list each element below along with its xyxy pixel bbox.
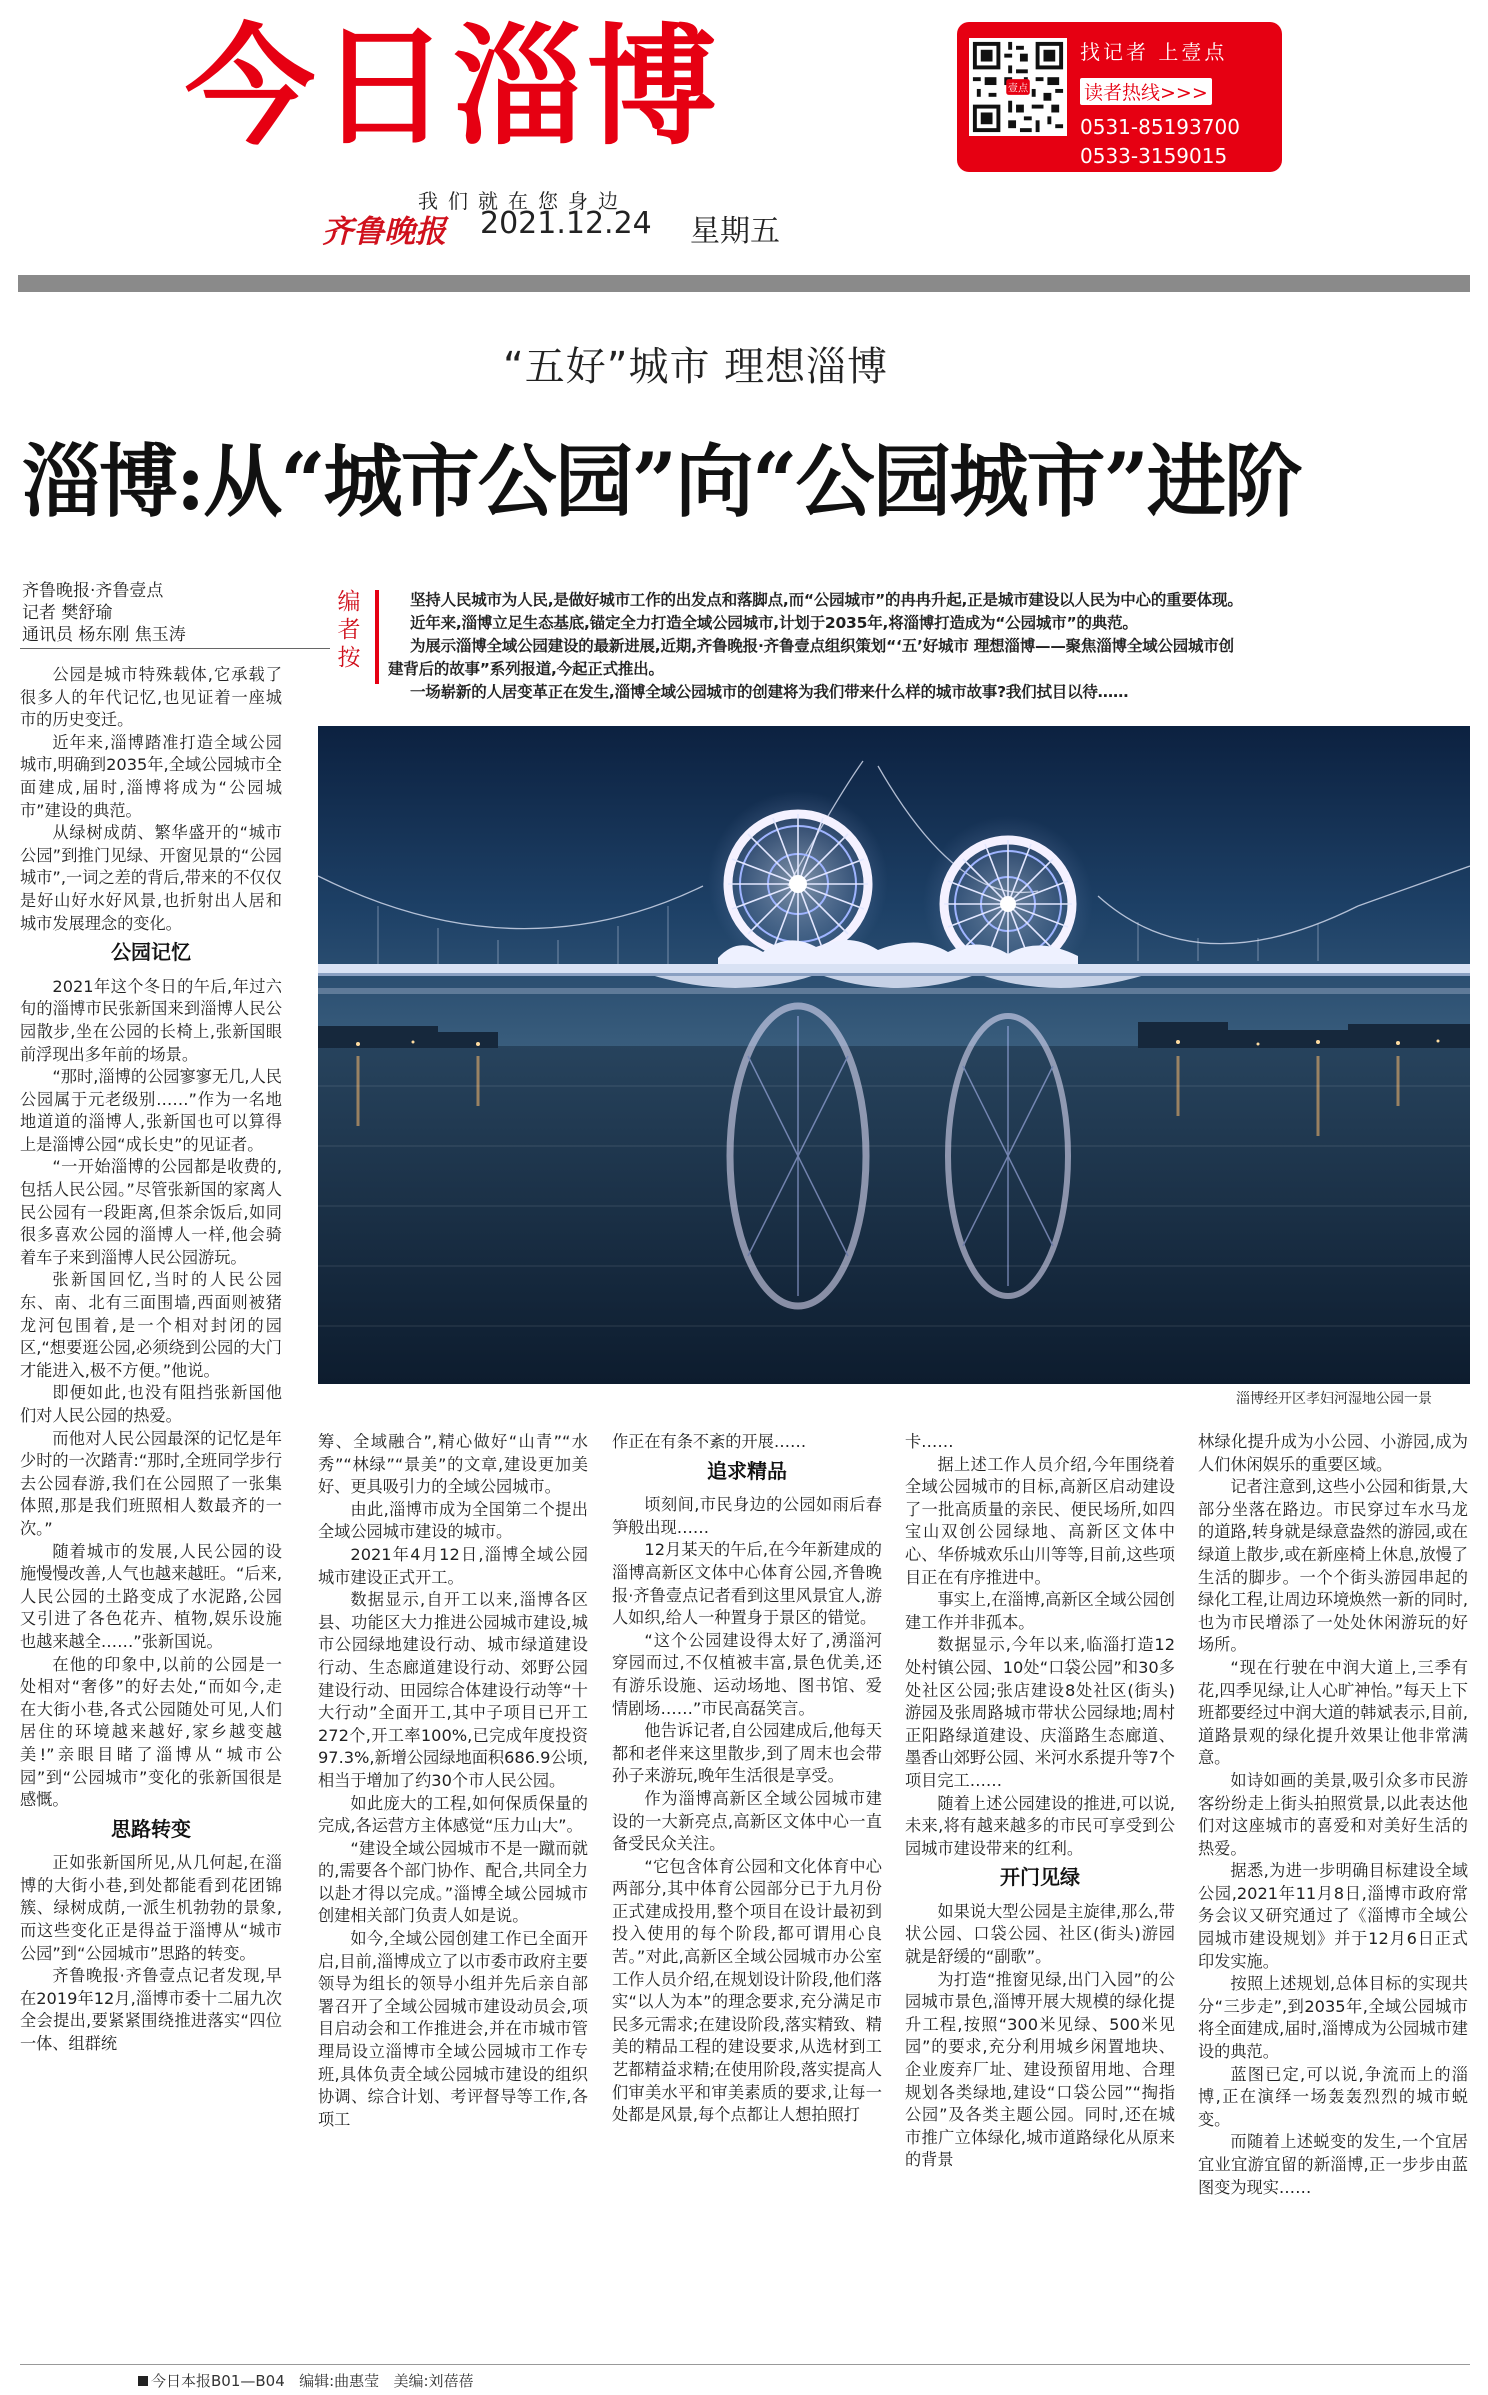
editor-note-line: 建背后的故事”系列报道,今起正式推出。 [388, 660, 664, 678]
article-paragraph: 作为淄博高新区全域公园城市建设的一大新亮点,高新区文体中心一直备受民众关注。 [612, 1788, 882, 1854]
page-footer [138, 2370, 474, 2391]
article-paragraph: 12月某天的午后,在今年新建成的淄博高新区文体中心体育公园,齐鲁晚报·齐鲁壹点记者看到这里风景宜人,游人如织,给人一种置身于景区的错觉。 [612, 1540, 882, 1628]
article-paragraph: 他告诉记者,自公园建成后,他每天都和老伴来这里散步,到了周末也会带孙子来游玩,晚年生活很是享受。 [612, 1721, 882, 1786]
article-photo-bridge-night [318, 726, 1470, 1384]
article-paragraph: 筹、全域融合”,精心做好“山青”“水秀”“林绿”“景美”的文章,建设更加美好、更具吸引力的全域公园城市。 [318, 1432, 588, 1497]
article-paragraph: 为打造“推窗见绿,出门入园”的公园城市景色,淄博开展大规模的绿化提升工程,按照“300米见绿、500米见园”的要求,充分利用城乡闲置地块、企业废弃厂址、建设预留用地、合理规划各类绿地,建设“口袋公园”“掏指公园”及各类主题公园。同时,还在城市推广立体绿化,城市道路绿化从原来的背景 [905, 1969, 1175, 2170]
byline-reporter: 记者 樊舒瑜 [22, 603, 113, 623]
slogan: 我们就在您身边 [418, 189, 628, 213]
article-paragraph: 2021年4月12日,淄博全域公园城市建设正式开工。 [318, 1544, 588, 1587]
section-heading: 追求精品 [707, 1458, 787, 1483]
article-paragraph: 即便如此,也没有阻挡张新国他们对人民公园的热爱。 [20, 1383, 282, 1425]
article-paragraph: 而随着上述蜕变的发生,一个宜居宜业宜游宜留的新淄博,正一步步由蓝图变为现实…… [1198, 2132, 1468, 2197]
article-paragraph: 记者注意到,这些小公园和街景,大部分坐落在路边。市民穿过车水马龙的道路,转身就是绿意盎然的游园,或在绿道上散步,或在新座椅上休息,放慢了生活的脚步。一个个街头游园串起的绿化工程,让周边环境焕然一新的同时,也为市民增添了一处处休闲游玩的好场所。 [1198, 1477, 1468, 1655]
article-kicker: “五好”城市 理想淄博 [503, 344, 889, 390]
article-paragraph: 据悉,为进一步明确目标建设全域公园,2021年11月8日,淄博市政府常务会议又研究通过了《淄博市全域公园城市建设规划》并于12月6日正式印发实施。 [1198, 1861, 1468, 1971]
hotline-slogan: 找记者 上壹点 [1080, 40, 1228, 64]
hotline-label: 读者热线>>> [1080, 78, 1212, 105]
article-column-3 [612, 1431, 882, 2359]
footer-designer: 美编:刘蓓蓓 [393, 2372, 474, 2390]
article-paragraph: “现在行驶在中润大道上,三季有花,四季见绿,让人心旷神怡。”每天上下班都要经过中润大道的韩斌表示,目前,道路景观的绿化提升效果让他非常满意。 [1198, 1657, 1468, 1768]
article-headline: 淄博:从“城市公园”向“公园城市”进阶 [22, 435, 1301, 528]
article-paragraph: 顷刻间,市民身边的公园如雨后春笋般出现…… [612, 1495, 882, 1537]
article-column-5 [1198, 1431, 1468, 2359]
qr-badge: 壹点 [1007, 83, 1029, 95]
article-column-2 [318, 1431, 588, 2359]
section-heading: 思路转变 [111, 1816, 191, 1841]
article-paragraph: 数据显示,今年以来,临淄打造12处村镇公园、10处“口袋公园”和30多处社区公园;张店建设8处社区(街头)游园及张周路城市带状公园绿地;周村正阳路绿道建设、庆淄路生态廊道、墨香山郊野公园、米河水系提升等7个项目完工…… [905, 1635, 1175, 1790]
issue-weekday: 星期五 [690, 214, 780, 249]
editor-note-line: 近年来,淄博立足生态基底,锚定全力打造全域公园城市,计划于2035年,将淄博打造成为“公园城市”的典范。 [410, 614, 1138, 632]
article-paragraph: 从绿树成荫、繁华盛开的“城市公园”到推门见绿、开窗见景的“公园城市”,一词之差的背后,带来的不仅仅是好山好水好风景,也折射出人居和城市发展理念的变化。 [20, 823, 282, 933]
article-paragraph: 如今,全域公园创建工作已全面开启,目前,淄博成立了以市委市政府主要领导为组长的领导小组并先后亲自部署召开了全域公园城市建设动员会,项目启动会和工作推进会,并在市城市管理局设立淄博市全域公园城市工作专班,具体负责全域公园城市建设的组织协调、综合计划、考评督导等工作,各项工 [318, 1929, 588, 2129]
article-paragraph: 据上述工作人员介绍,今年围绕着全域公园城市的目标,高新区启动建设了一批高质量的亲民、便民场所,如四宝山双创公园绿地、高新区文体中心、华侨城欢乐山川等等,目前,这些项目正在有序推进中。 [905, 1454, 1175, 1587]
article-paragraph: 近年来,淄博踏准打造全域公园城市,明确到2035年,全域公园城市全面建成,届时,淄博将成为“公园城市”建设的典范。 [20, 732, 282, 820]
article-paragraph: 如果说大型公园是主旋律,那么,带状公园、口袋公园、社区(街头)游园就是舒缓的“副歌”。 [905, 1901, 1175, 1967]
article-paragraph: 数据显示,自开工以来,淄博各区县、功能区大力推进公园城市建设,城市公园绿地建设行动、城市绿道建设行动、生态廊道建设行动、郊野公园建设行动、田园综合体建设行动等“十大行动”全面开工,其中子项目已开工272个,开工率100%,已完成年度投资97.3%,新增公园绿地面积686.9公顷,相当于增加了约30个市人民公园。 [318, 1590, 588, 1790]
paper-name-logo: 齐鲁晚报 [322, 214, 446, 250]
editor-note-line: 一场崭新的人居变革正在发生,淄博全域公园城市的创建将为我们带来什么样的城市故事?我们拭目以待…… [410, 683, 1129, 701]
article-paragraph: 如此庞大的工程,如何保质保量的完成,各运营方主体感觉“压力山大”。 [318, 1793, 588, 1836]
article-paragraph: 随着城市的发展,人民公园的设施慢慢改善,人气也越来越旺。“后来,人民公园的土路变成了水泥路,公园又引进了各色花卉、植物,娱乐设施也越来越全……”张新国说。 [20, 1541, 282, 1651]
hotline-phone-1[interactable]: 0531-85193700 [1080, 115, 1240, 139]
article-paragraph: “建设全域公园城市不是一蹴而就的,需要各个部门协作、配合,共同全力以赴才得以完成。”淄博全域公园城市创建相关部门负责人如是说。 [318, 1838, 588, 1926]
article-paragraph: 齐鲁晚报·齐鲁壹点记者发现,早在2019年12月,淄博市委十二届九次全会提出,要紧紧围绕推进落实“四位一体、组群统 [20, 1966, 282, 2054]
reader-hotline-box [957, 22, 1282, 172]
byline-correspondent: 通讯员 杨东刚 焦玉涛 [22, 625, 186, 645]
article-paragraph: 蓝图已定,可以说,争流而上的淄博,正在演绎一场轰轰烈烈的城市蜕变。 [1198, 2064, 1468, 2129]
article-paragraph: 公园是城市特殊载体,它承载了很多人的年代记忆,也见证着一座城市的历史变迁。 [20, 665, 282, 730]
article-paragraph: “一开始淄博的公园都是收费的,包括人民公园。”尽管张新国的家离人民公园有一段距离,但茶余饭后,如同很多喜欢公园的淄博人一样,他会骑着车子来到淄博人民公园游玩。 [20, 1157, 282, 1267]
article-paragraph: 随着上述公园建设的推进,可以说,未来,将有越来越多的市民可享受到公园城市建设带来的红利。 [905, 1793, 1175, 1858]
article-paragraph: 2021年这个冬日的午后,年过六旬的淄博市民张新国来到淄博人民公园散步,坐在公园的长椅上,张新国眼前浮现出多年前的场景。 [20, 976, 282, 1064]
article-paragraph: 按照上述规划,总体目标的实现共分“三步走”,到2035年,全域公园城市将全面建成,届时,淄博成为公园城市建设的典范。 [1198, 1974, 1468, 2062]
section-heading: 开门见绿 [1000, 1865, 1080, 1890]
header-divider-bar [18, 275, 1470, 292]
issue-date: 2021.12.24 [480, 206, 652, 241]
article-paragraph: 作正在有条不紊的开展…… [612, 1432, 807, 1451]
article-paragraph: 张新国回忆,当时的人民公园东、南、北有三面围墙,西面则被猪龙河包围着,是一个相对封闭的园区,“想要逛公园,必须绕到公园的大门才能进入,极不方便。”他说。 [20, 1270, 282, 1380]
editor-note-line: 坚持人民城市为人民,是做好城市工作的出发点和落脚点,而“公园城市”的冉冉升起,正是城市建设以人民为中心的重要体现。 [410, 591, 1243, 609]
footer-editor: 编辑:曲惠莹 [299, 2372, 380, 2390]
footer-bullet-icon [138, 2376, 148, 2386]
article-paragraph: “它包含体育公园和文化体育中心两部分,其中体育公园部分已于九月份正式建成投用,整个项目在设计最初到投入使用的每个阶段,都可谓用心良苦。”对此,高新区全域公园城市办公室工作人员介绍,在规划设计阶段,他们落实“以人为本”的理念要求,充分满足市民多元需求;在建设阶段,落实精致、精美的精品工程的建设要求,从选材到工艺都精益求精;在使用阶段,落实提高人们审美水平和审美素质的要求,让每一处都是风景,每个点都让人想拍照打 [612, 1856, 882, 2125]
article-paragraph: “这个公园建设得太好了,湧淄河穿园而过,不仅植被丰富,景色优美,还有游乐设施、运动场地、图书馆、爱情剧场……”市民高磊笑言。 [612, 1630, 882, 1718]
footer-pages: 今日本报B01—B04 [151, 2372, 285, 2390]
article-paragraph: “那时,淄博的公园寥寥无几,人民公园属于元老级别……”作为一名地地道道的淄博人,张新国也可以算得上是淄博公园“成长史”的见证者。 [20, 1067, 282, 1154]
article-paragraph: 正如张新国所见,从几何起,在淄博的大街小巷,到处都能看到花团锦簇、绿树成荫,一派生机勃勃的景象,而这些变化正是得益于淄博从“城市公园”到“公园城市”思路的转变。 [20, 1853, 282, 1963]
article-column-4 [905, 1431, 1175, 2359]
section-heading: 公园记忆 [111, 940, 191, 965]
editor-note-line: 为展示淄博全域公园建设的最新进展,近期,齐鲁晚报·齐鲁壹点组织策划“‘五’好城市 理想淄博——聚焦淄博全域公园城市创 [410, 637, 1234, 655]
article-paragraph: 事实上,在淄博,高新区全域公园创建工作并非孤本。 [905, 1590, 1175, 1632]
hotline-phone-2[interactable]: 0533-3159015 [1080, 144, 1228, 168]
photo-caption: 淄博经开区孝妇河湿地公园一景 [1236, 1391, 1432, 1407]
byline-source: 齐鲁晚报·齐鲁壹点 [22, 581, 164, 601]
byline-divider [20, 648, 330, 649]
masthead-title: 今日淄博 [185, 11, 722, 163]
article-paragraph: 而他对人民公园最深的记忆是年少时的一次踏青:“那时,全班同学步行去公园春游,我们在公园照了一张集体照,那是我们班照相人数最齐的一次。” [20, 1428, 282, 1538]
article-paragraph: 在他的印象中,以前的公园是一处相对“奢侈”的好去处,“而如今,走在大街小巷,各式公园随处可见,人们居住的环境越来越好,家乡越变越美!”亲眼目睹了淄博从“城市公园”到“公园城市”变化的张新国很是感慨。 [20, 1654, 282, 1810]
bridge-illustration [318, 726, 1470, 1384]
editor-note-rule [375, 590, 379, 684]
footer-rule [20, 2364, 1470, 2365]
article-column-1 [20, 664, 282, 2359]
article-paragraph: 如诗如画的美景,吸引众多市民游客纷纷走上街头拍照赏景,以此表达他们对这座城市的喜爱和对美好生活的热爱。 [1198, 1770, 1468, 1858]
article-paragraph: 卡…… [905, 1432, 954, 1451]
article-paragraph: 由此,淄博市成为全国第二个提出全域公园城市建设的城市。 [318, 1499, 588, 1542]
editor-note-label: 编 者 按 [337, 589, 361, 671]
article-paragraph: 林绿化提升成为小公园、小游园,成为人们休闲娱乐的重要区域。 [1198, 1432, 1468, 1474]
qr-code-icon[interactable] [969, 38, 1067, 136]
